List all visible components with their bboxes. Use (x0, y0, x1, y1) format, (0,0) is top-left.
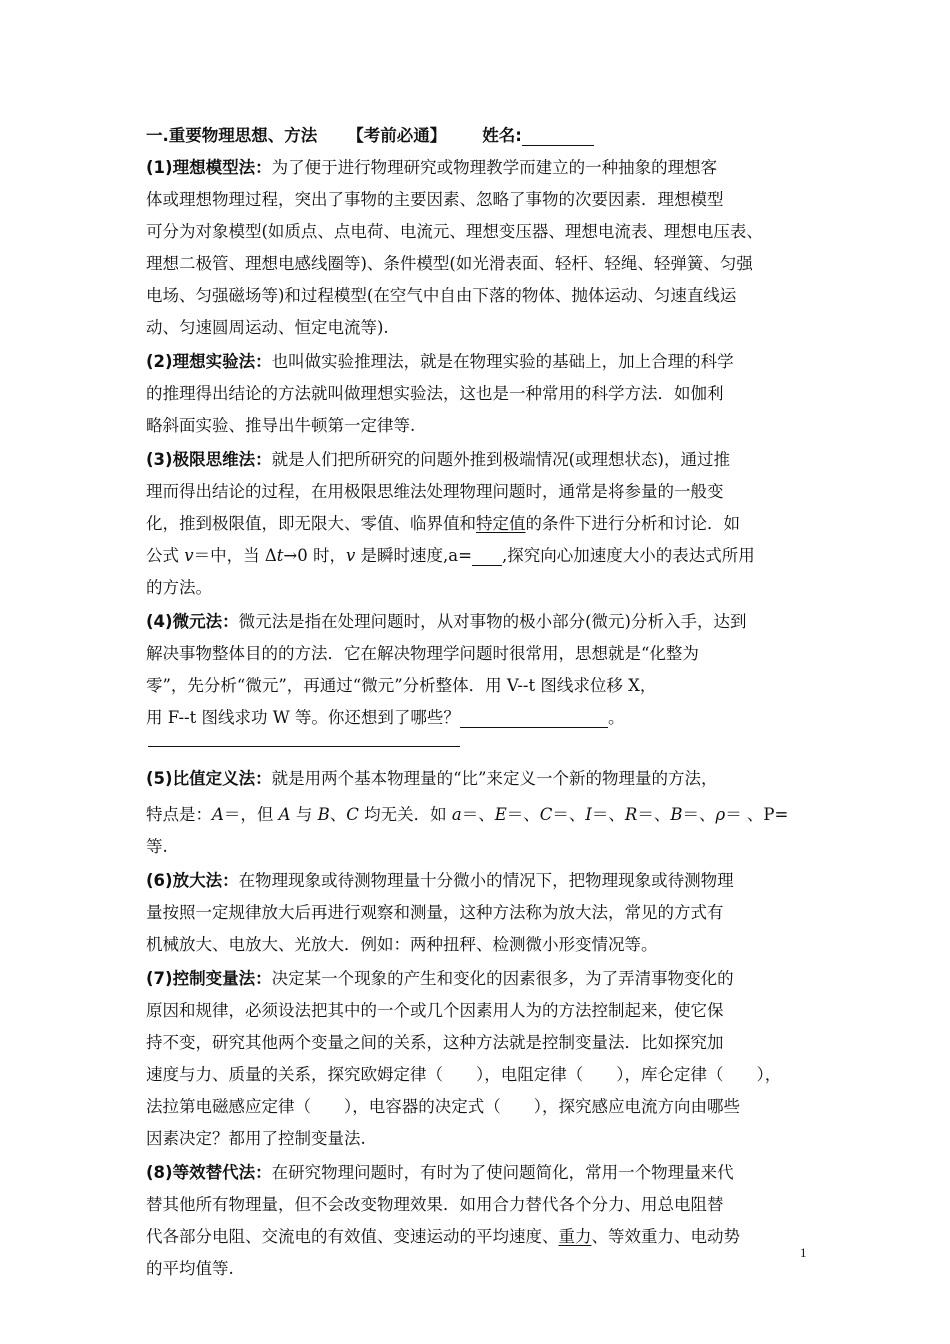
text-line: 动、匀速圆周运动、恒定电流等). (146, 318, 389, 337)
var: A (212, 805, 224, 824)
text-fragment: ＝中，当 Δ (193, 546, 277, 565)
text-line: 也叫做实验推理法，就是在物理实验的基础上，加上合理的科学 (271, 352, 734, 371)
answer-blank[interactable] (472, 547, 502, 566)
text-line: 在物理现象或待测物理量十分微小的情况下，把物理现象或待测物理 (238, 871, 734, 890)
text-fragment: 特点是： (146, 805, 212, 824)
text-fragment: ＝、 (637, 805, 671, 824)
term-limit-thinking: (3)极限思维法： (146, 450, 272, 469)
text-fragment: ＝、 (506, 805, 540, 824)
text-line: 理而得出结论的过程，在用极限思维法处理物理问题时，通常是将参量的一般变 (146, 482, 724, 501)
text-line: 的方法。 (146, 578, 212, 597)
text-fragment: 与 (290, 805, 318, 824)
var: C (539, 805, 553, 824)
var: B (317, 805, 330, 824)
underlined-text: 重力 (558, 1227, 592, 1246)
text-fragment: 是瞬时速度,a= (355, 546, 472, 565)
text-fragment: ＝、 (461, 805, 495, 824)
term-amplification: (6)放大法： (146, 871, 239, 890)
exam-tag: 【考前必通】 (347, 126, 447, 145)
underlined-text: 特定值 (476, 514, 526, 533)
text-line: 的平均值等. (146, 1259, 234, 1278)
answer-line[interactable] (148, 746, 460, 747)
term-micro-element: (4)微元法： (146, 612, 239, 631)
text-fragment: ,探究向心加速度大小的表达式所用 (501, 546, 755, 565)
section-control-variables (146, 963, 814, 1155)
text-line: 略斜面实验、推导出牛顿第一定律等. (146, 416, 416, 435)
text-line: 可分为对象模型(如质点、点电荷、电流元、理想变压器、理想电流表、理想电压表、 (146, 222, 763, 241)
text-line: 量按照一定规律放大后再进行观察和测量，这种方法称为放大法，常见的方式有 (146, 903, 724, 922)
var-t: t (276, 546, 284, 565)
text-fragment: 公式 (146, 546, 185, 565)
text-line: 的推理得出结论的方法就叫做理想实验法，这也是一种常用的科学方法．如伽利 (146, 384, 724, 403)
var: ρ (715, 805, 726, 824)
term-equivalent-substitution: (8)等效替代法： (146, 1163, 272, 1182)
section-micro-element (146, 606, 814, 747)
section-ratio-definition (146, 763, 814, 863)
var-v: v (345, 546, 356, 565)
section-limit-thinking (146, 444, 814, 604)
text-fragment: ＝，但 (223, 805, 279, 824)
text-line: 原因和规律，必须设法把其中的一个或几个因素用人为的方法控制起来，使它保 (146, 1001, 724, 1020)
answer-blank[interactable] (460, 709, 608, 728)
text-fragment: 用 F--t 图线求功 W 等。你还想到了哪些？ (146, 708, 460, 727)
term-ideal-experiment: (2)理想实验法： (146, 352, 272, 371)
text-line: 理想二极管、理想电感线圈等)、条件模型(如光滑表面、轻杆、轻绳、轻弹簧、匀强 (146, 254, 753, 273)
var: E (494, 805, 507, 824)
term-control-variables: (7)控制变量法： (146, 969, 272, 988)
text-fragment: 。 (607, 708, 625, 727)
text-fragment: 、 (329, 805, 347, 824)
document-page (146, 120, 814, 1285)
text-line: 替其他所有物理量，但不会改变物理效果．如用合力替代各个分力、用总电阻替 (146, 1195, 724, 1214)
text-fragment: →0 时， (283, 546, 346, 565)
section-ideal-experiment (146, 346, 814, 442)
text-fragment: 、等效重力、电动势 (591, 1227, 740, 1246)
text-fragment: 均无关．如 (358, 805, 452, 824)
text-fragment: 化，推到极限值，即无限大、零值、临界值和 (146, 514, 476, 533)
section-ideal-model (146, 152, 814, 344)
text-line: 因素决定？都用了控制变量法. (146, 1129, 366, 1148)
var: R (624, 805, 638, 824)
text-fragment: ＝ 、P= (725, 805, 789, 824)
text-line: 解决事物整体目的的方法．它在解决物理学问题时很常用，思想就是“化整为 (146, 644, 699, 663)
name-blank[interactable] (522, 127, 594, 146)
text-line: 微元法是指在处理问题时，从对事物的极小部分(微元)分析入手，达到 (238, 612, 747, 631)
name-label: 姓名: (482, 126, 522, 145)
term-ratio-definition: (5)比值定义法： (146, 769, 272, 788)
text-line: 就是用两个基本物理量的“比”来定义一个新的物理量的方法， (271, 769, 718, 788)
text-fragment: 的条件下进行分析和讨论．如 (525, 514, 740, 533)
text-line: 就是人们把所研究的问题外推到极端情况(或理想状态)，通过推 (271, 450, 730, 469)
term-ideal-model: (1)理想模型法： (146, 158, 272, 177)
text-line: 在研究物理问题时，有时为了使问题简化，常用一个物理量来代 (271, 1163, 734, 1182)
text-line: 零”，先分析“微元”，再通过“微元”分析整体．用 V--t 图线求位移 X， (146, 676, 657, 695)
text-line: 决定某一个现象的产生和变化的因素很多，为了弄清事物变化的 (271, 969, 734, 988)
text-line: 体或理想物理过程，突出了事物的主要因素、忽略了事物的次要因素．理想模型 (146, 190, 724, 209)
section-amplification (146, 865, 814, 961)
var: B (670, 805, 683, 824)
page-number: 1 (800, 1245, 807, 1260)
text-fragment: 代各部分电阻、交流电的有效值、变速运动的平均速度、 (146, 1227, 559, 1246)
var: A (278, 805, 291, 824)
text-fragment: ＝、 (591, 805, 625, 824)
var: C (346, 805, 359, 824)
text-line: 法拉第电磁感应定律（ ），电容器的决定式（ ），探究感应电流方向由哪些 (146, 1097, 740, 1116)
var-v: v (184, 546, 194, 565)
text-line: 速度与力、质量的关系，探究欧姆定律（ ），电阻定律（ ），库仑定律（ ）， (146, 1065, 782, 1084)
section-equivalent-substitution (146, 1157, 814, 1285)
text-line: 持不变，研究其他两个变量之间的关系，这种方法就是控制变量法．比如探究加 (146, 1033, 724, 1052)
header-line (146, 120, 814, 152)
page-title: 一.重要物理思想、方法 (146, 126, 318, 145)
var: a (451, 805, 462, 824)
text-line: 为了便于进行物理研究或物理教学而建立的一种抽象的理想客 (271, 158, 718, 177)
var: I (585, 805, 592, 824)
text-line: 电场、匀强磁场等)和过程模型(在空气中自由下落的物体、抛体运动、匀速直线运 (146, 286, 737, 305)
text-fragment: ＝、 (552, 805, 586, 824)
text-fragment: ＝、 (682, 805, 716, 824)
text-line: 机械放大、电放大、光放大．例如：两种扭秤、检测微小形变情况等。 (146, 935, 658, 954)
text-line: 等. (146, 837, 168, 856)
